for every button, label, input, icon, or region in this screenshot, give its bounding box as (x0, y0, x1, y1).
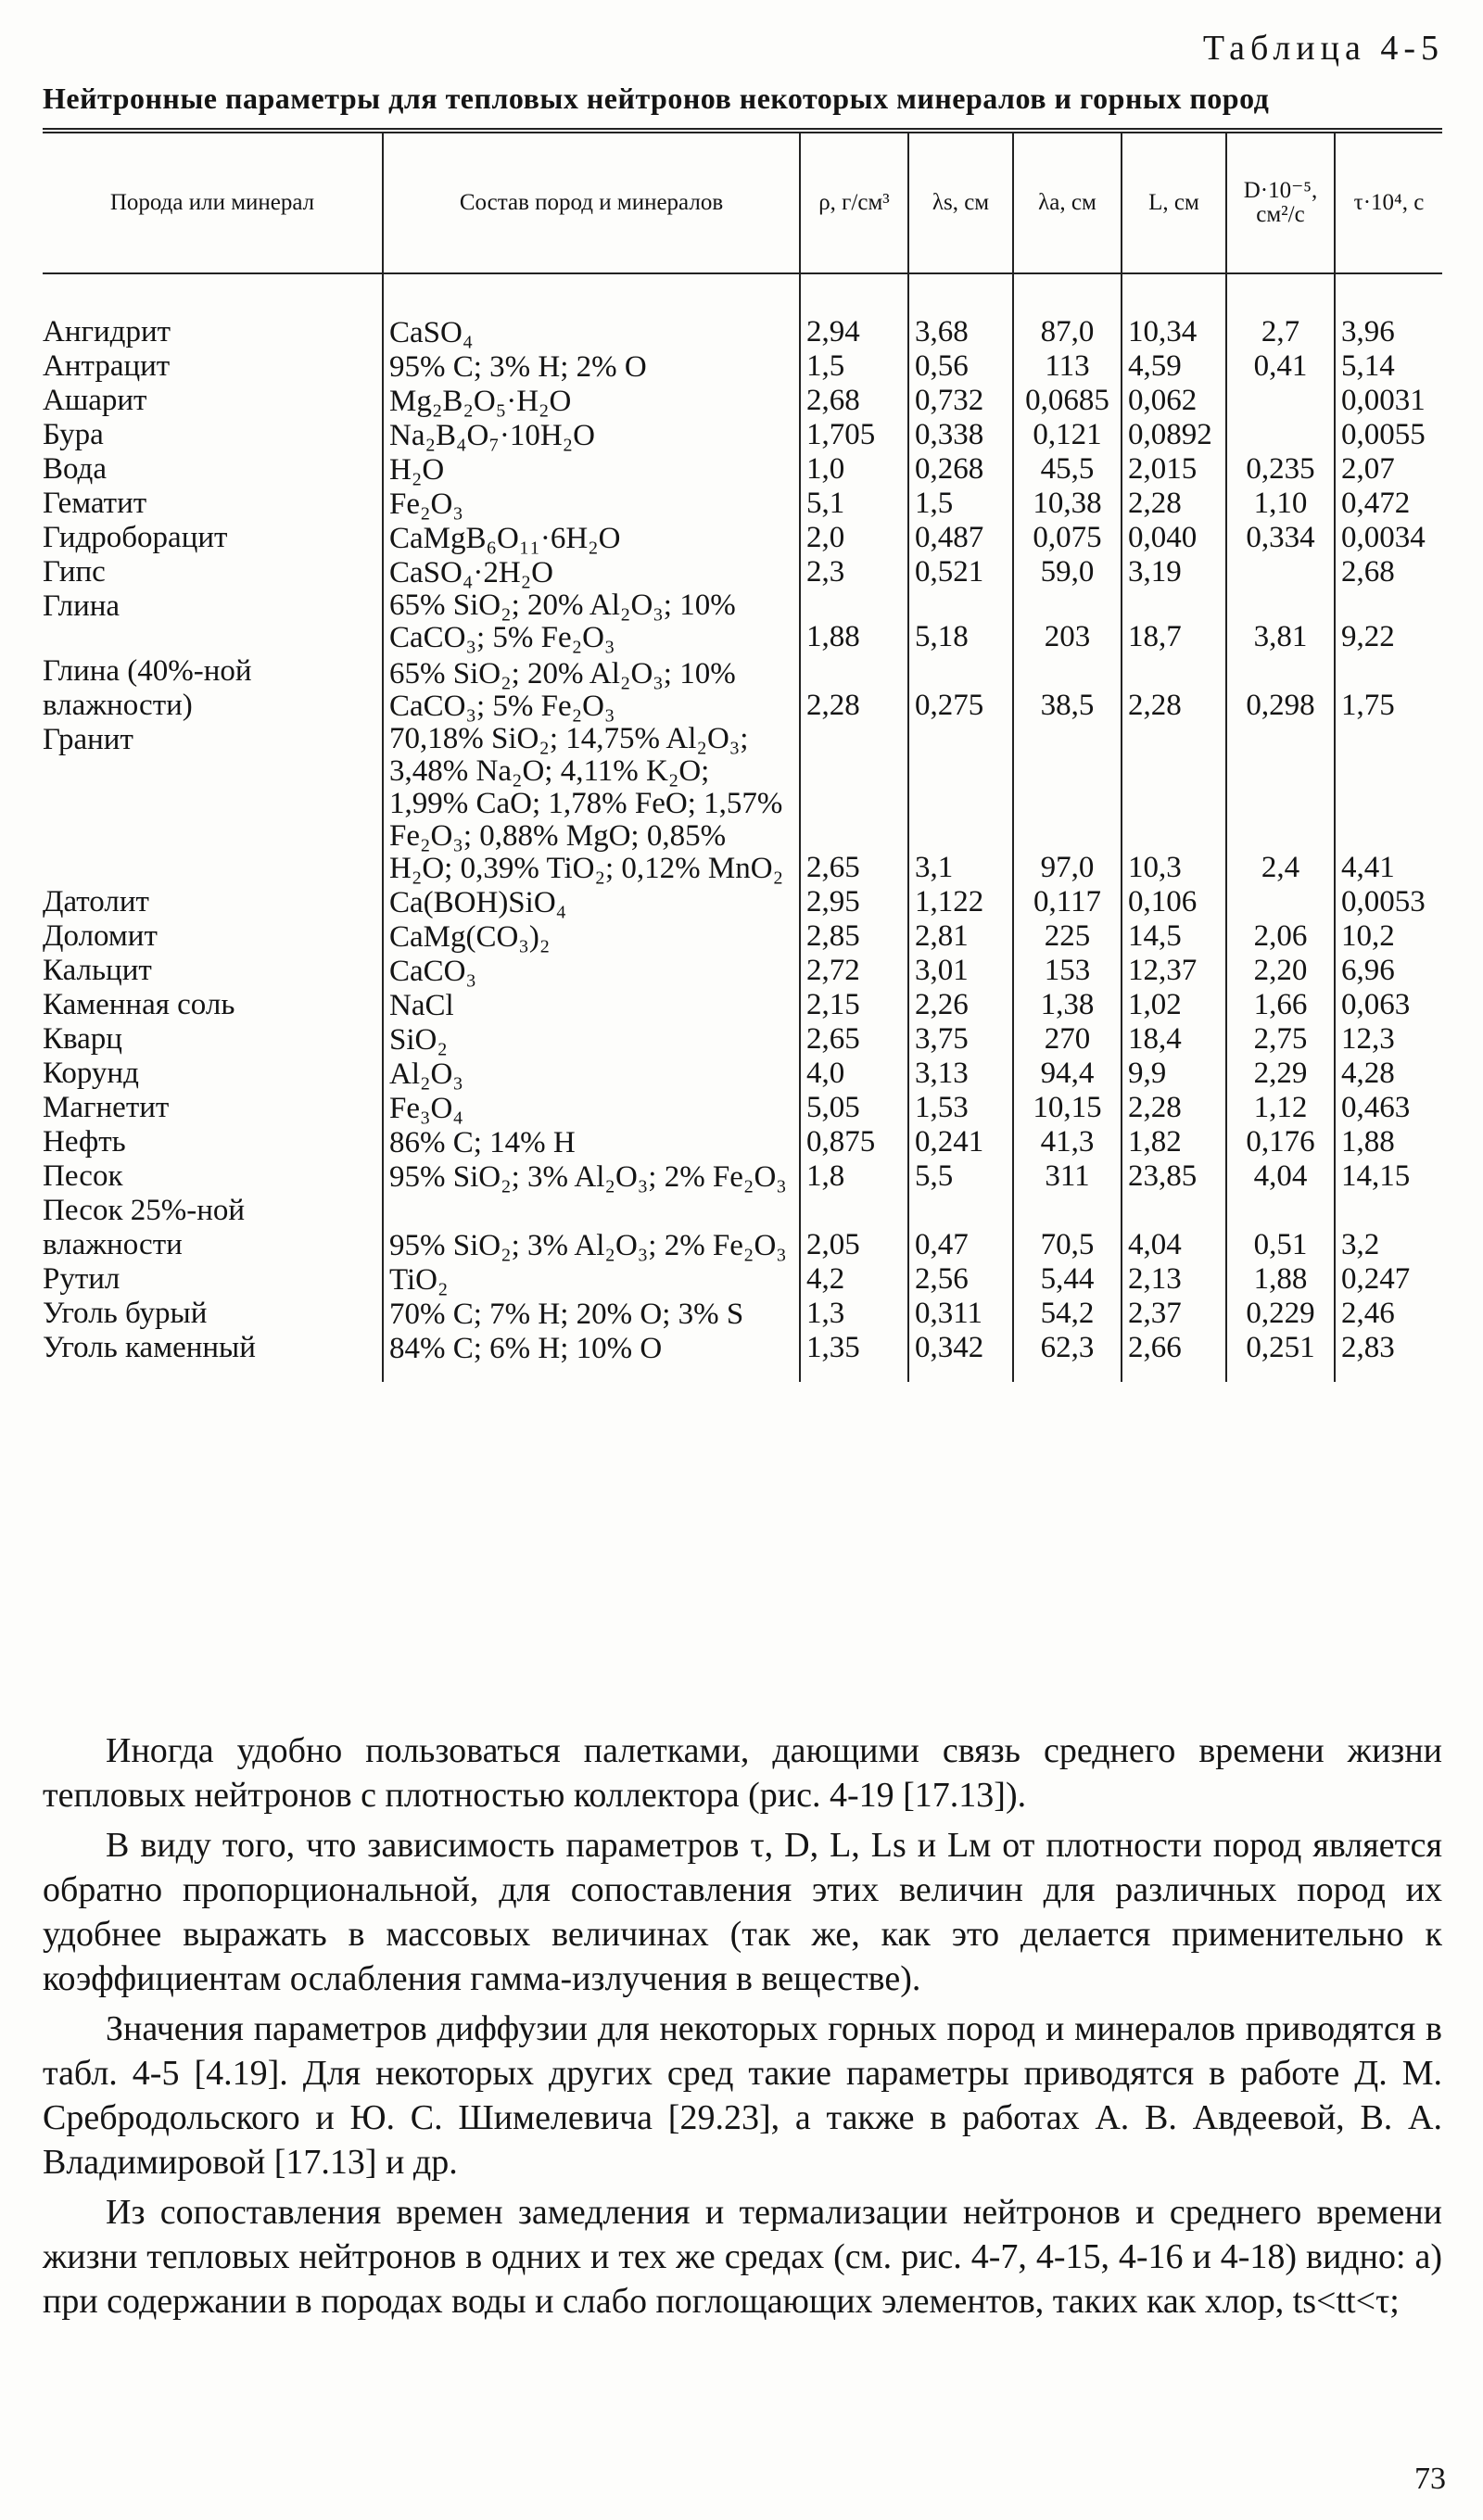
cell-tau: 0,0055 (1335, 418, 1442, 452)
cell-lambda-s: 0,268 (908, 452, 1013, 487)
cell-L: 0,062 (1122, 384, 1226, 418)
cell-L: 2,28 (1122, 487, 1226, 521)
table-label: Таблица 4-5 (1202, 29, 1444, 68)
cell-lambda-a: 87,0 (1013, 273, 1122, 349)
cell-rho: 2,0 (800, 521, 908, 555)
cell-lambda-s: 0,342 (908, 1331, 1013, 1382)
cell-composition: CaMg(CO₃)₂ (383, 919, 800, 954)
cell-rock-name: Доломит (43, 919, 158, 953)
cell-composition: 70% C; 7% H; 20% O; 3% S (383, 1297, 800, 1331)
cell-composition: 86% C; 14% H (383, 1125, 800, 1159)
cell-lambda-a: 10,15 (1013, 1091, 1122, 1125)
cell-lambda-s: 0,275 (908, 654, 1013, 723)
cell-rho: 5,05 (800, 1091, 908, 1125)
cell-tau: 0,247 (1335, 1262, 1442, 1297)
cell-lambda-a: 0,121 (1013, 418, 1122, 452)
cell-L: 10,34 (1122, 273, 1226, 349)
cell-rock-name: Каменная соль (43, 988, 235, 1021)
cell-composition: 84% C; 6% H; 10% O (383, 1331, 800, 1382)
cell-D: 0,334 (1226, 521, 1335, 555)
cell-lambda-s: 2,56 (908, 1262, 1013, 1297)
table-row (43, 1091, 1442, 1125)
cell-composition: Fe₃O₄ (383, 1091, 800, 1125)
cell-L: 9,9 (1122, 1057, 1226, 1091)
header-lambda-s: λs, см (908, 131, 1013, 273)
cell-rock-name: Корунд (43, 1057, 139, 1090)
table-row (43, 885, 1442, 919)
cell-rock-name: Рутил (43, 1262, 120, 1296)
cell-D: 1,88 (1226, 1262, 1335, 1297)
cell-lambda-s: 2,26 (908, 988, 1013, 1022)
cell-rock-name: Кварц (43, 1022, 122, 1056)
cell-rock-name: Гидроборацит (43, 521, 228, 554)
cell-lambda-s: 0,47 (908, 1194, 1013, 1262)
cell-D: 2,7 (1226, 273, 1335, 349)
table-row (43, 988, 1442, 1022)
cell-D: 1,12 (1226, 1091, 1335, 1125)
cell-tau: 2,07 (1335, 452, 1442, 487)
cell-L: 18,7 (1122, 589, 1226, 654)
cell-rho: 5,1 (800, 487, 908, 521)
cell-rock-name: Уголь бурый (43, 1297, 208, 1330)
table-row (43, 954, 1442, 988)
neutron-parameters-table (43, 128, 1442, 1382)
cell-D: 2,29 (1226, 1057, 1335, 1091)
cell-tau: 2,83 (1335, 1331, 1442, 1382)
cell-lambda-s: 0,311 (908, 1297, 1013, 1331)
table-row (43, 1057, 1442, 1091)
cell-rho: 1,3 (800, 1297, 908, 1331)
cell-rock-name: Глина (43, 589, 120, 623)
cell-lambda-s: 0,56 (908, 349, 1013, 384)
cell-lambda-s: 3,68 (908, 273, 1013, 349)
table-header-row (43, 131, 1442, 273)
cell-L: 2,28 (1122, 654, 1226, 723)
cell-tau: 1,88 (1335, 1125, 1442, 1159)
cell-rho: 0,875 (800, 1125, 908, 1159)
cell-rock-name: Вода (43, 452, 107, 486)
table-row (43, 384, 1442, 418)
cell-L: 0,106 (1122, 885, 1226, 919)
cell-lambda-a: 0,075 (1013, 521, 1122, 555)
cell-tau: 9,22 (1335, 589, 1442, 654)
cell-lambda-a: 97,0 (1013, 723, 1122, 885)
cell-rho: 2,15 (800, 988, 908, 1022)
cell-composition: Na₂B₄O₇·10H₂O (383, 418, 800, 452)
cell-lambda-s: 5,5 (908, 1159, 1013, 1194)
cell-D (1226, 555, 1335, 589)
cell-lambda-a: 54,2 (1013, 1297, 1122, 1331)
cell-lambda-s: 5,18 (908, 589, 1013, 654)
cell-lambda-a: 5,44 (1013, 1262, 1122, 1297)
cell-composition: CaSO₄·2H₂O (383, 555, 800, 589)
cell-D: 0,51 (1226, 1194, 1335, 1262)
cell-tau: 3,96 (1335, 273, 1442, 349)
cell-lambda-a: 225 (1013, 919, 1122, 954)
cell-D: 3,81 (1226, 589, 1335, 654)
cell-lambda-a: 45,5 (1013, 452, 1122, 487)
cell-composition: SiO₂ (383, 1022, 800, 1057)
cell-L: 4,59 (1122, 349, 1226, 384)
cell-L: 23,85 (1122, 1159, 1226, 1194)
cell-composition: H₂O (383, 452, 800, 487)
paragraph-2: В виду того, что зависимость параметров τ, D, L, Ls и Lм от плотности пород является обратно пропорциональной, для сопоставления этих величин для различных пород их удобнее выражать в массовых величинах (так же, как это делается применительно к коэффициентам ослабления гамма-излучения в веществе). (43, 1826, 1442, 1998)
cell-D (1226, 418, 1335, 452)
header-tau: τ·10⁴, с (1335, 131, 1442, 273)
cell-L: 14,5 (1122, 919, 1226, 954)
table-row (43, 487, 1442, 521)
cell-rock-name: Кальцит (43, 954, 152, 987)
cell-rho: 2,65 (800, 1022, 908, 1057)
body-text (43, 1729, 1442, 2329)
cell-D: 4,04 (1226, 1159, 1335, 1194)
cell-tau: 0,063 (1335, 988, 1442, 1022)
cell-composition: Fe₂O₃ (383, 487, 800, 521)
cell-lambda-s: 0,338 (908, 418, 1013, 452)
cell-lambda-a: 10,38 (1013, 487, 1122, 521)
table-row (43, 723, 1442, 885)
cell-rock-name: Гипс (43, 555, 106, 589)
cell-tau: 0,472 (1335, 487, 1442, 521)
cell-rho: 4,2 (800, 1262, 908, 1297)
cell-rho: 2,72 (800, 954, 908, 988)
cell-rock-name: Песок 25%-ной влажности (43, 1194, 246, 1261)
cell-lambda-s: 1,53 (908, 1091, 1013, 1125)
cell-lambda-a: 59,0 (1013, 555, 1122, 589)
cell-L: 4,04 (1122, 1194, 1226, 1262)
table-row (43, 1331, 1442, 1382)
table-row (43, 589, 1442, 654)
cell-composition: 65% SiO₂; 20% Al₂O₃; 10% CaCO₃; 5% Fe₂O₃ (383, 654, 800, 723)
table-row (43, 418, 1442, 452)
header-rho: ρ, г/см³ (800, 131, 908, 273)
table-row (43, 273, 1442, 349)
cell-tau: 6,96 (1335, 954, 1442, 988)
cell-lambda-s: 0,521 (908, 555, 1013, 589)
cell-D: 0,235 (1226, 452, 1335, 487)
cell-lambda-a: 70,5 (1013, 1194, 1122, 1262)
cell-rho: 2,94 (800, 273, 908, 349)
cell-lambda-s: 3,1 (908, 723, 1013, 885)
cell-tau: 3,2 (1335, 1194, 1442, 1262)
header-D: D·10⁻⁵, см²/с (1226, 131, 1335, 273)
cell-rho: 1,35 (800, 1331, 908, 1382)
cell-tau: 0,0053 (1335, 885, 1442, 919)
cell-lambda-s: 3,13 (908, 1057, 1013, 1091)
cell-rock-name: Бура (43, 418, 104, 451)
header-lambda-a: λa, см (1013, 131, 1122, 273)
cell-lambda-s: 1,5 (908, 487, 1013, 521)
cell-tau: 0,463 (1335, 1091, 1442, 1125)
cell-tau: 0,0031 (1335, 384, 1442, 418)
cell-rock-name: Антрацит (43, 349, 171, 383)
cell-D: 1,66 (1226, 988, 1335, 1022)
page-number: 73 (1414, 2462, 1446, 2496)
cell-composition: TiO₂ (383, 1262, 800, 1297)
cell-composition: 65% SiO₂; 20% Al₂O₃; 10% CaCO₃; 5% Fe₂O₃ (383, 589, 800, 654)
cell-lambda-a: 203 (1013, 589, 1122, 654)
cell-D (1226, 885, 1335, 919)
header-L: L, см (1122, 131, 1226, 273)
cell-tau: 12,3 (1335, 1022, 1442, 1057)
cell-tau: 4,41 (1335, 723, 1442, 885)
table-row (43, 654, 1442, 723)
cell-tau: 14,15 (1335, 1159, 1442, 1194)
cell-tau: 10,2 (1335, 919, 1442, 954)
cell-tau: 1,75 (1335, 654, 1442, 723)
cell-tau: 2,46 (1335, 1297, 1442, 1331)
cell-tau: 0,0034 (1335, 521, 1442, 555)
cell-lambda-a: 270 (1013, 1022, 1122, 1057)
table-row (43, 919, 1442, 954)
cell-composition: Ca(BOH)SiO₄ (383, 885, 800, 919)
cell-rho: 2,95 (800, 885, 908, 919)
cell-rho: 2,05 (800, 1194, 908, 1262)
cell-L: 3,19 (1122, 555, 1226, 589)
cell-composition: Al₂O₃ (383, 1057, 800, 1091)
table-row (43, 1125, 1442, 1159)
cell-L: 0,040 (1122, 521, 1226, 555)
cell-rho: 1,0 (800, 452, 908, 487)
table-row (43, 1159, 1442, 1194)
cell-rock-name: Ашарит (43, 384, 147, 417)
table-row (43, 555, 1442, 589)
cell-rock-name: Песок (43, 1159, 123, 1193)
cell-L: 12,37 (1122, 954, 1226, 988)
cell-rock-name: Глина (40%-ной влажности) (43, 654, 252, 722)
cell-composition: 70,18% SiO₂; 14,75% Al₂O₃; 3,48% Na₂O; 4,11% K₂O; 1,99% CaO; 1,78% FeO; 1,57% Fe₂O₃; 0,88% MgO; 0,85% H₂O; 0,39% TiO₂; 0,12% MnO₂ (383, 723, 800, 885)
cell-lambda-a: 153 (1013, 954, 1122, 988)
cell-lambda-a: 1,38 (1013, 988, 1122, 1022)
cell-L: 10,3 (1122, 723, 1226, 885)
paragraph-1: Иногда удобно пользоваться палетками, дающими связь среднего времени жизни тепловых нейтронов с плотностью коллектора (рис. 4-19 [17.13]). (43, 1731, 1442, 1815)
cell-D: 2,75 (1226, 1022, 1335, 1057)
cell-lambda-s: 3,75 (908, 1022, 1013, 1057)
cell-rock-name: Ангидрит (43, 315, 171, 348)
header-rock: Порода или минерал (43, 131, 383, 273)
cell-D: 0,229 (1226, 1297, 1335, 1331)
cell-tau: 2,68 (1335, 555, 1442, 589)
cell-L: 0,0892 (1122, 418, 1226, 452)
cell-composition: 95% SiO₂; 3% Al₂O₃; 2% Fe₂O₃ (383, 1194, 800, 1262)
cell-rho: 2,68 (800, 384, 908, 418)
cell-composition: 95% SiO₂; 3% Al₂O₃; 2% Fe₂O₃ (383, 1159, 800, 1194)
cell-lambda-a: 113 (1013, 349, 1122, 384)
cell-lambda-a: 62,3 (1013, 1331, 1122, 1382)
cell-rho: 2,28 (800, 654, 908, 723)
cell-composition: CaSO₄ (383, 273, 800, 349)
cell-rock-name: Гранит (43, 723, 133, 756)
cell-rock-name: Датолит (43, 885, 149, 918)
cell-lambda-s: 2,81 (908, 919, 1013, 954)
cell-L: 2,015 (1122, 452, 1226, 487)
cell-composition: Mg₂B₂O₅·H₂O (383, 384, 800, 418)
cell-lambda-a: 94,4 (1013, 1057, 1122, 1091)
cell-rho: 2,85 (800, 919, 908, 954)
cell-lambda-s: 0,732 (908, 384, 1013, 418)
cell-composition: NaCl (383, 988, 800, 1022)
cell-rho: 1,705 (800, 418, 908, 452)
cell-D: 0,298 (1226, 654, 1335, 723)
cell-rock-name: Гематит (43, 487, 147, 520)
table-row (43, 1297, 1442, 1331)
cell-rho: 1,5 (800, 349, 908, 384)
cell-rho: 2,3 (800, 555, 908, 589)
cell-composition: CaCO₃ (383, 954, 800, 988)
cell-lambda-a: 38,5 (1013, 654, 1122, 723)
table-row (43, 452, 1442, 487)
cell-rho: 4,0 (800, 1057, 908, 1091)
cell-lambda-s: 1,122 (908, 885, 1013, 919)
cell-lambda-a: 41,3 (1013, 1125, 1122, 1159)
table-row (43, 1194, 1442, 1262)
cell-lambda-a: 0,0685 (1013, 384, 1122, 418)
table-row (43, 521, 1442, 555)
cell-D: 2,20 (1226, 954, 1335, 988)
cell-rho: 2,65 (800, 723, 908, 885)
cell-lambda-s: 0,487 (908, 521, 1013, 555)
cell-D: 0,41 (1226, 349, 1335, 384)
cell-composition: 95% C; 3% H; 2% O (383, 349, 800, 384)
table-body (43, 273, 1442, 1382)
cell-L: 1,02 (1122, 988, 1226, 1022)
cell-rock-name: Нефть (43, 1125, 126, 1159)
cell-lambda-a: 0,117 (1013, 885, 1122, 919)
cell-lambda-s: 0,241 (908, 1125, 1013, 1159)
cell-tau: 5,14 (1335, 349, 1442, 384)
paragraph-4: Из сопоставления времен замедления и термализации нейтронов и среднего времени жизни тепловых нейтронов в одних и тех же средах (см. рис. 4-7, 4-15, 4-16 и 4-18) видно: а) при содержании в породах воды и слабо поглощающих элементов, таких как хлор, ts<tt<τ; (43, 2193, 1442, 2321)
paragraph-3: Значения параметров диффузии для некоторых горных пород и минералов приводятся в табл. 4-5 [4.19]. Для некоторых других сред такие параметры приводятся в работе Д. М. Сребродольского и Ю. С. Шимелевича [29.23], а также в работах А. В. Авдеевой, В. А. Владимировой [17.13] и др. (43, 2009, 1442, 2182)
cell-lambda-a: 311 (1013, 1159, 1122, 1194)
cell-L: 2,66 (1122, 1331, 1226, 1382)
cell-composition: CaMgB₆O₁₁·6H₂O (383, 521, 800, 555)
cell-D (1226, 384, 1335, 418)
cell-D: 2,4 (1226, 723, 1335, 885)
cell-L: 2,28 (1122, 1091, 1226, 1125)
cell-D: 2,06 (1226, 919, 1335, 954)
table-row (43, 1022, 1442, 1057)
table-caption: Нейтронные параметры для тепловых нейтронов некоторых минералов и горных пород (43, 82, 1270, 115)
cell-rho: 1,8 (800, 1159, 908, 1194)
cell-L: 18,4 (1122, 1022, 1226, 1057)
cell-L: 1,82 (1122, 1125, 1226, 1159)
cell-L: 2,13 (1122, 1262, 1226, 1297)
cell-rho: 1,88 (800, 589, 908, 654)
cell-D: 1,10 (1226, 487, 1335, 521)
cell-tau: 4,28 (1335, 1057, 1442, 1091)
table-row (43, 349, 1442, 384)
cell-D: 0,176 (1226, 1125, 1335, 1159)
table-row (43, 1262, 1442, 1297)
cell-rock-name: Уголь каменный (43, 1331, 256, 1364)
cell-rock-name: Магнетит (43, 1091, 170, 1124)
cell-L: 2,37 (1122, 1297, 1226, 1331)
cell-lambda-s: 3,01 (908, 954, 1013, 988)
header-composition: Состав пород и минералов (383, 131, 800, 273)
cell-D: 0,251 (1226, 1331, 1335, 1382)
